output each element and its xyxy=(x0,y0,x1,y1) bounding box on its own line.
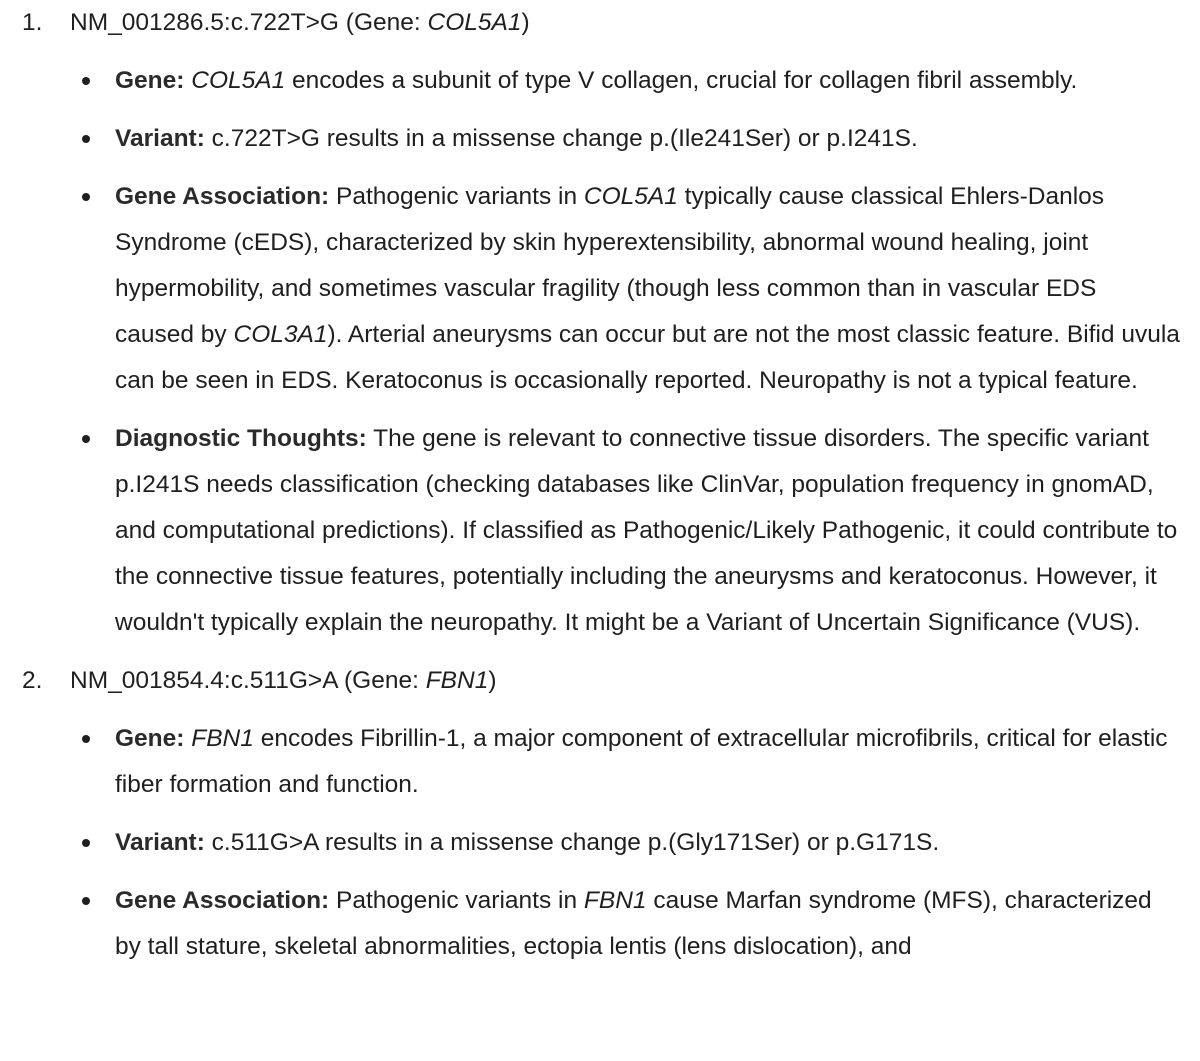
variant-title-gene: COL5A1 xyxy=(427,9,522,36)
item-number: 1. xyxy=(22,9,43,36)
association-detail xyxy=(70,878,1200,970)
diagnostic-detail xyxy=(70,416,1200,646)
gene-text: encodes a subunit of type V collagen, crucial for collagen fibril assembly. xyxy=(285,67,1078,94)
association-text-1: Pathogenic variants in xyxy=(329,183,584,210)
association-gene-2: COL3A1 xyxy=(233,321,328,348)
variant-title-text: NM_001854.4:c.511G>A (Gene: xyxy=(70,667,426,694)
variant-label: Variant: xyxy=(115,829,205,856)
association-text-1: Pathogenic variants in xyxy=(329,887,584,914)
gene-name: FBN1 xyxy=(191,725,254,752)
variant-item-2 xyxy=(0,658,1200,970)
variant-title-suffix: ) xyxy=(488,667,497,694)
variant-title xyxy=(70,0,1200,46)
association-gene: COL5A1 xyxy=(583,183,678,210)
gene-label: Gene: xyxy=(115,725,185,752)
gene-label: Gene: xyxy=(115,67,185,94)
detail-list xyxy=(70,716,1200,970)
variant-text: c.511G>A results in a missense change p.(Gly171Ser) or p.G171S. xyxy=(204,829,940,856)
association-text-2: cause Marfan syndrome (MFS), characterized by tall stature, skeletal abnormalities, ectopia lentis (lens dislocation), and xyxy=(115,887,1152,960)
association-text-2: typically cause classical Ehlers-Danlos Syndrome (cEDS), characterized by skin hyperextensibility, abnormal wound healing, joint hypermobility, and sometimes vascular fragility (though less common than in vascular EDS caused by xyxy=(115,183,1105,348)
variant-title xyxy=(70,658,1200,704)
variant-title-gene: FBN1 xyxy=(425,667,489,694)
variant-title-text: NM_001286.5:c.722T>G (Gene: xyxy=(70,9,428,36)
variant-text: c.722T>G results in a missense change p.(Ile241Ser) or p.I241S. xyxy=(204,125,918,152)
variant-label: Variant: xyxy=(115,125,205,152)
diagnostic-text: The gene is relevant to connective tissue disorders. The specific variant p.I241S needs classification (checking databases like ClinVar, population frequency in gnomAD, and computational predictions). If classified as Pathogenic/Likely Pathogenic, it could contribute to the connective tissue features, potentially including the aneurysms and keratoconus. However, it wouldn't typically explain the neuropathy. It might be a Variant of Uncertain Significance (VUS). xyxy=(115,425,1178,636)
gene-text: encodes Fibrillin-1, a major component of extracellular microfibrils, critical for elastic fiber formation and function. xyxy=(115,725,1168,798)
gene-detail xyxy=(70,58,1200,104)
variant-title-suffix: ) xyxy=(521,9,530,36)
association-text-3: ). Arterial aneurysms can occur but are not the most classic feature. Bifid uvula can be seen in EDS. Keratoconus is occasionally reported. Neuropathy is not a typical feature. xyxy=(115,321,1180,394)
item-number: 2. xyxy=(22,667,43,694)
association-gene: FBN1 xyxy=(583,887,647,914)
diagnostic-label: Diagnostic Thoughts: xyxy=(115,425,367,452)
association-label: Gene Association: xyxy=(115,887,330,914)
association-detail xyxy=(70,174,1200,404)
detail-list xyxy=(70,58,1200,646)
variant-detail xyxy=(70,820,1200,866)
variant-detail xyxy=(70,116,1200,162)
gene-detail xyxy=(70,716,1200,808)
gene-name: COL5A1 xyxy=(191,67,286,94)
association-label: Gene Association: xyxy=(115,183,330,210)
